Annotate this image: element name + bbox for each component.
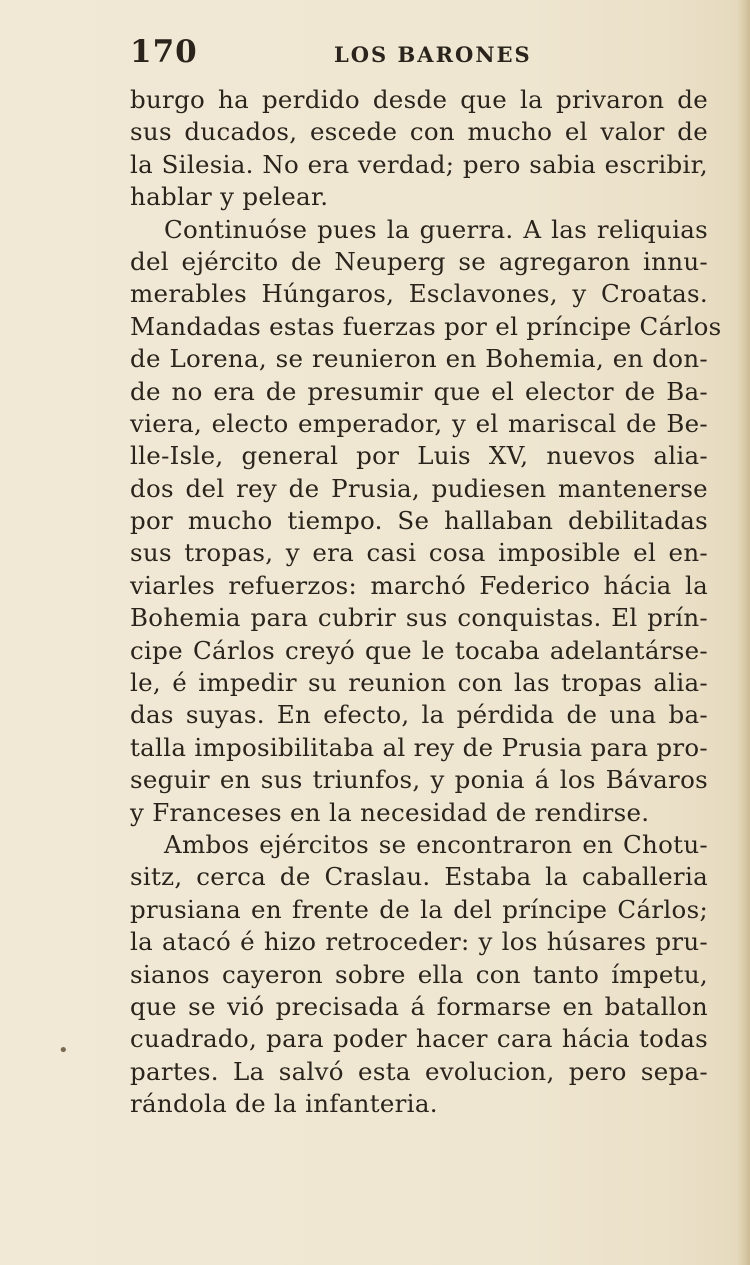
text-line: sitz, cerca de Craslau. Estaba la caballeria bbox=[130, 862, 708, 892]
text-line: y Franceses en la necesidad de rendirse. bbox=[130, 797, 650, 827]
text-line: que se vió precisada á formarse en batallon bbox=[130, 991, 708, 1021]
page-edge bbox=[736, 0, 750, 1265]
text-line: hablar y pelear. bbox=[130, 182, 329, 212]
text-line: Bohemia para cubrir sus conquistas. El prín- bbox=[130, 603, 708, 633]
text-line: viarles refuerzos: marchó Federico hácia la bbox=[130, 570, 708, 600]
page-number: 170 bbox=[130, 34, 198, 70]
text-line: viera, electo emperador, y el mariscal de Be- bbox=[130, 408, 708, 438]
text-line: de no era de presumir que el elector de Ba- bbox=[130, 376, 708, 406]
text-line: merables Húngaros, Esclavones, y Croatas. bbox=[130, 279, 708, 309]
text-line: cipe Cárlos creyó que le tocaba adelantárse- bbox=[130, 635, 708, 665]
text-line: la Silesia. No era verdad; pero sabia escribir, bbox=[130, 149, 708, 179]
text-line: Continuóse pues la guerra. A las reliquias bbox=[164, 214, 708, 244]
running-head: LOS BARONES bbox=[334, 42, 532, 67]
margin-dot: • bbox=[58, 1040, 69, 1061]
text-line: burgo ha perdido desde que la privaron de bbox=[130, 85, 708, 114]
text-line: le, é impedir su reunion con las tropas alia- bbox=[130, 668, 708, 698]
text-line: sianos cayeron sobre ella con tanto ímpetu, bbox=[130, 959, 708, 989]
body-text bbox=[130, 84, 722, 1121]
text-line: dos del rey de Prusia, pudiesen mantenerse bbox=[130, 473, 708, 503]
text-line: seguir en sus triunfos, y ponia á los Bávaros bbox=[130, 765, 708, 795]
text-line: partes. La salvó esta evolucion, pero sepa- bbox=[130, 1056, 708, 1086]
page-header bbox=[130, 34, 720, 74]
text-line: del ejército de Neuperg se agregaron innu- bbox=[130, 246, 708, 276]
text-line: rándola de la infanteria. bbox=[130, 1089, 438, 1119]
text-line: Mandadas estas fuerzas por el príncipe Cárlos bbox=[130, 311, 722, 341]
text-line: por mucho tiempo. Se hallaban debilitadas bbox=[130, 506, 708, 536]
text-line: das suyas. En efecto, la pérdida de una ba- bbox=[130, 700, 708, 730]
text-line: sus ducados, escede con mucho el valor de bbox=[130, 117, 708, 147]
text-line: la atacó é hizo retroceder: y los húsares pru- bbox=[130, 927, 708, 957]
text-line: prusiana en frente de la del príncipe Cárlos; bbox=[130, 894, 708, 924]
text-line: sus tropas, y era casi cosa imposible el en- bbox=[130, 538, 708, 568]
text-line: de Lorena, se reunieron en Bohemia, en don- bbox=[130, 344, 708, 374]
text-line: lle-Isle, general por Luis XV, nuevos alia- bbox=[130, 441, 708, 471]
text-line: talla imposibilitaba al rey de Prusia para pro- bbox=[130, 732, 708, 762]
text-line: cuadrado, para poder hacer cara hácia todas bbox=[130, 1024, 708, 1054]
text-line: Ambos ejércitos se encontraron en Chotu- bbox=[164, 829, 708, 859]
